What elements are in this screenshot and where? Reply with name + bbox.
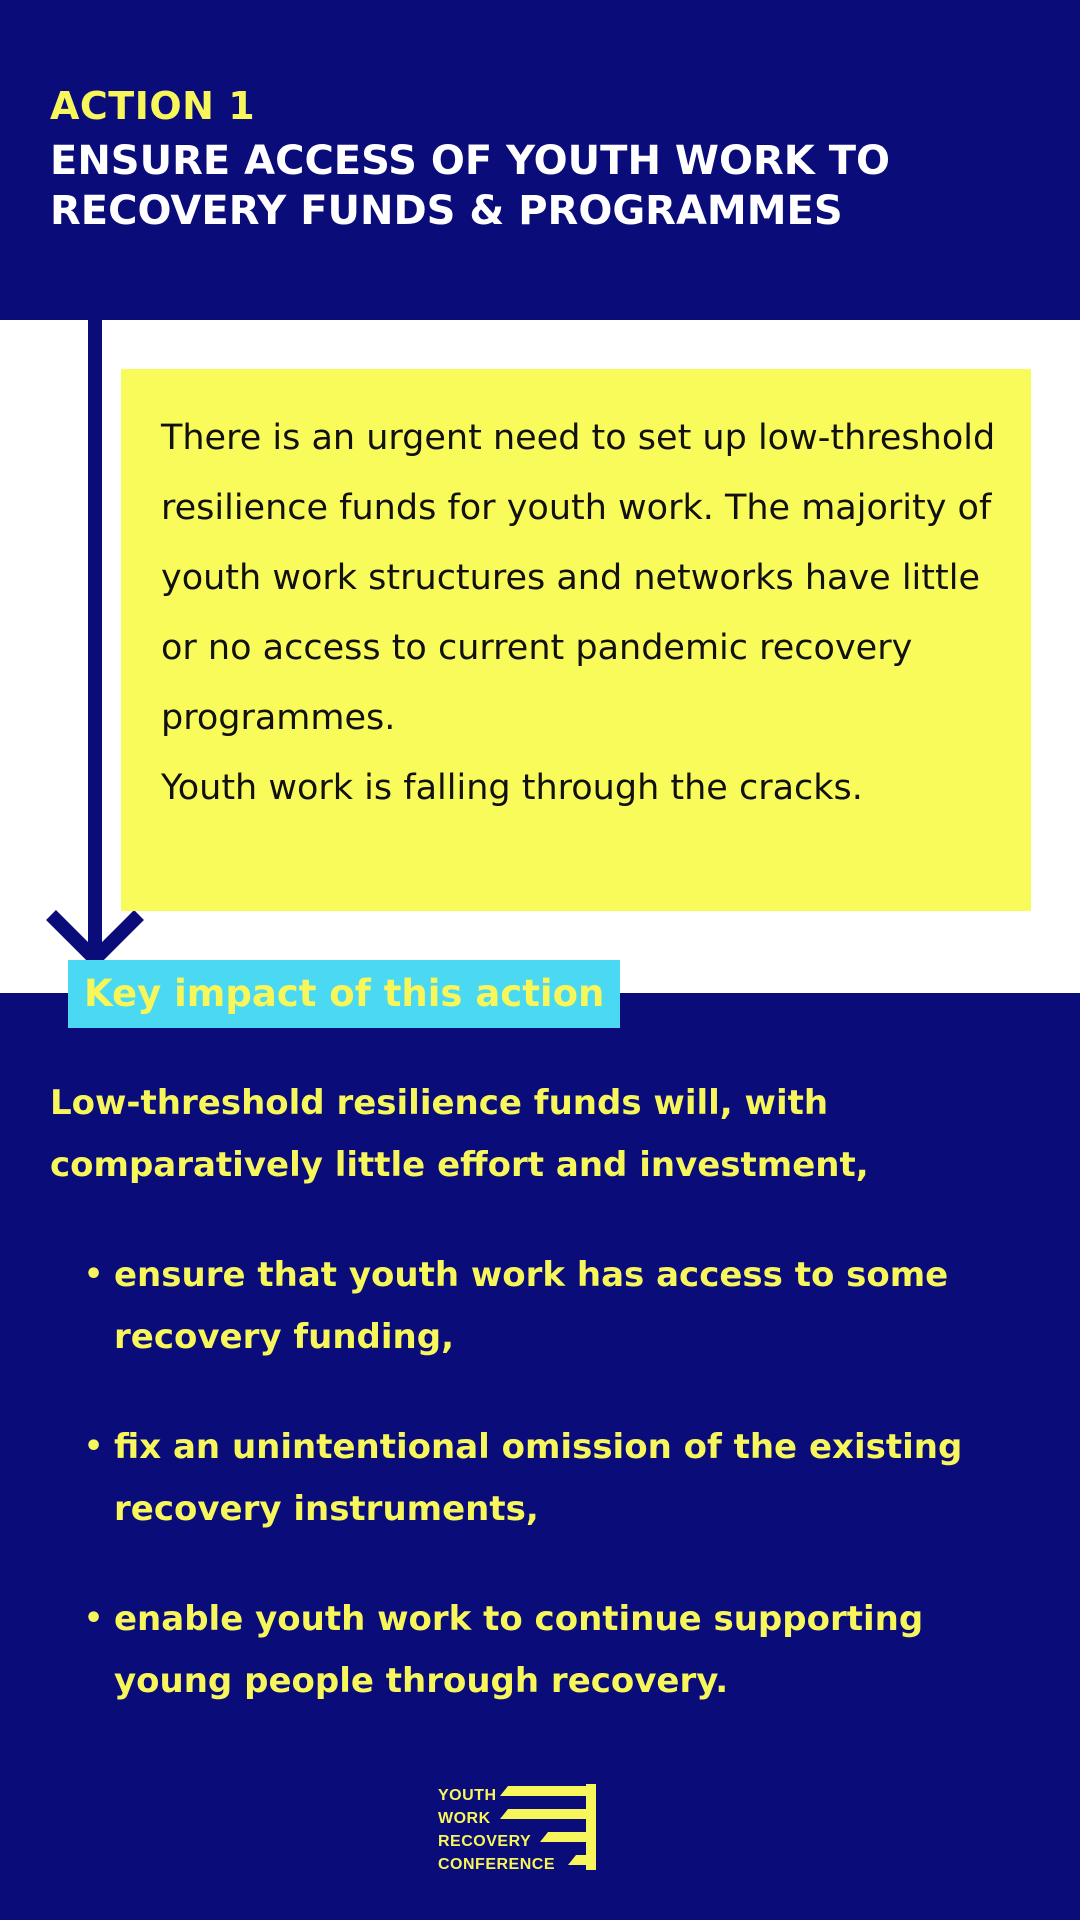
bullet-icon: • [84,1601,104,1636]
logo-line: WORK [438,1810,491,1827]
conference-logo [438,1784,596,1873]
key-impact-badge: Key impact of this action [68,960,620,1028]
problem-statement-box [121,369,1031,911]
list-item [0,1244,1024,1368]
logo-wordmark [438,1784,578,1876]
impact-list [0,1244,1080,1760]
problem-closing: Youth work is falling through the cracks. [161,768,863,808]
logo-line: RECOVERY [438,1833,532,1850]
list-item-text: ensure that youth work has access to some recovery funding, [114,1255,949,1357]
impact-intro: Low-threshold resilience funds will, with comparatively little effort and investment, [50,1083,869,1185]
list-item-text: fix an unintentional omission of the existing recovery instruments, [114,1427,963,1529]
logo-line: YOUTH [438,1787,497,1804]
action-number: ACTION 1 [50,84,256,128]
bullet-icon: • [84,1257,104,1292]
problem-paragraph: There is an urgent need to set up low-threshold resilience funds for youth work. The majority of youth work structures and networks have little or no access to current pandemic recovery programmes. [161,418,996,738]
list-item [0,1588,1024,1712]
list-item-text: enable youth work to continue supporting young people through recovery. [114,1599,924,1701]
page-title: ENSURE ACCESS OF YOUTH WORK TO RECOVERY FUNDS & PROGRAMMES [50,138,890,234]
logo-line: CONFERENCE [438,1856,556,1873]
bullet-icon: • [84,1429,104,1464]
list-item [0,1416,1024,1540]
